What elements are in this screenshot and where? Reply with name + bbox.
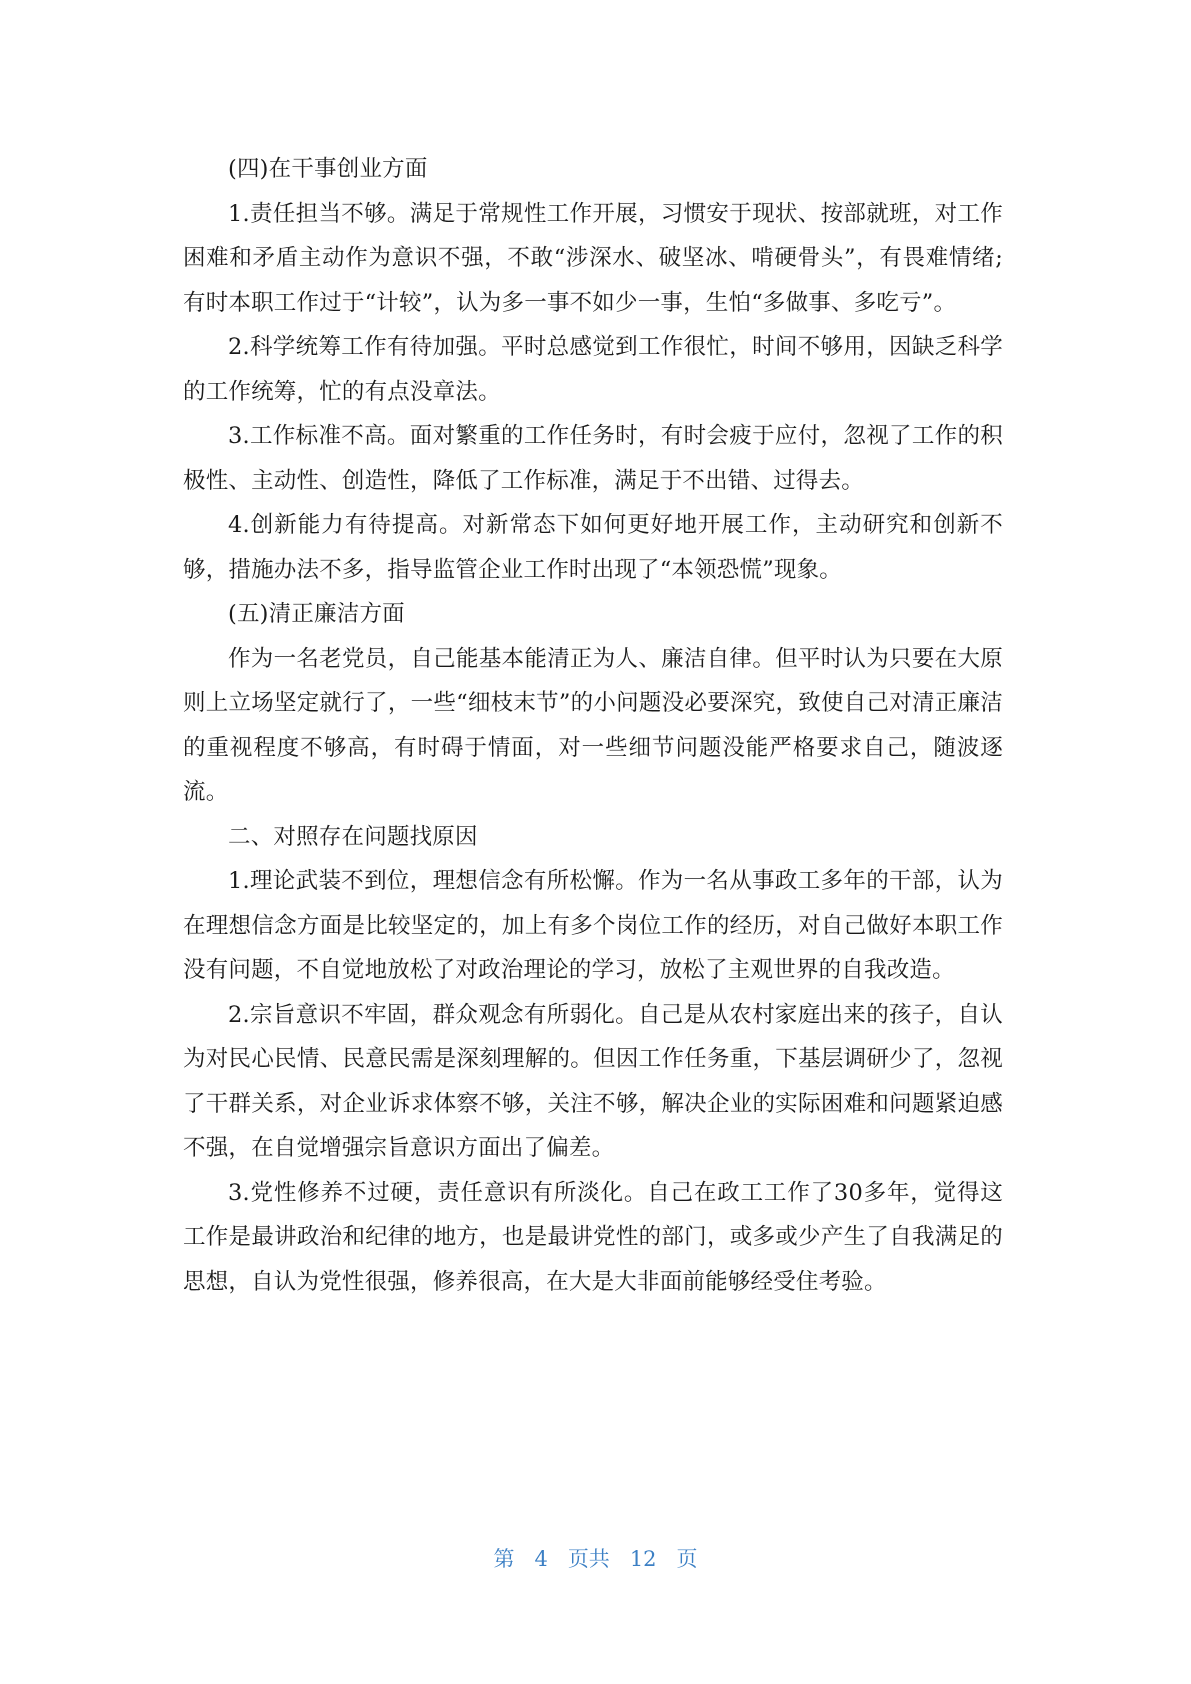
paragraph-work-standard: 3.工作标准不高。面对繁重的工作任务时，有时会疲于应付，忽视了工作的积极性、主动性、创造性，降低了工作标准，满足于不出错、过得去。 [183,423,1003,494]
paragraph-party-spirit: 3.党性修养不过硬，责任意识有所淡化。自己在政工工作了30多年，觉得这工作是最讲政治和纪律的地方，也是最讲党性的部门，或多或少产生了自我满足的思想，自认为党性很强，修养很高，在大是大非面前能够经受住考验。 [183,1179,1003,1295]
section-heading-four: (四)在干事创业方面 [228,156,428,182]
paragraph-integrity: 作为一名老党员，自己能基本能清正为人、廉洁自律。但平时认为只要在大原则上立场坚定就行了，一些“细枝末节”的小问题没必要深究，致使自己对清正廉洁的重视程度不够高，有时碍于情面，对一些细节问题没能严格要求自己，随波逐流。 [183,645,1003,805]
paragraph-theory: 1.理论武装不到位，理想信念有所松懈。作为一名从事政工多年的干部，认为在理想信念方面是比较坚定的，加上有多个岗位工作的经历，对自己做好本职工作没有问题，不自觉地放松了对政治理论的学习，放松了主观世界的自我改造。 [183,868,1003,983]
paragraph-innovation: 4.创新能力有待提高。对新常态下如何更好地开展工作，主动研究和创新不够，措施办法不多，指导监管企业工作时出现了“本领恐慌”现象。 [183,512,1003,583]
footer-suffix: 页 [676,1547,698,1571]
section-heading-five: (五)清正廉洁方面 [228,601,405,627]
footer-total-pages: 12 [629,1547,657,1571]
paragraph-responsibility: 1.责任担当不够。满足于常规性工作开展，习惯安于现状、按部就班，对工作困难和矛盾主动作为意识不强，不敢“涉深水、破坚冰、啃硬骨头”，有畏难情绪;有时本职工作过于“计较”，认为多一事不如少一事，生怕“多做事、多吃亏”。 [183,200,1003,316]
section-heading-two: 二、对照存在问题找原因 [228,823,478,850]
page-footer [0,1543,1191,1573]
paragraph-coordination: 2.科学统筹工作有待加强。平时总感觉到工作很忙，时间不够用，因缺乏科学的工作统筹，忙的有点没章法。 [183,334,1003,405]
footer-middle: 页共 [567,1547,610,1571]
footer-prefix: 第 [493,1547,515,1571]
paragraph-purpose: 2.宗旨意识不牢固，群众观念有所弱化。自己是从农村家庭出来的孩子，自认为对民心民情、民意民需是深刻理解的。但因工作任务重，下基层调研少了，忽视了干群关系，对企业诉求体察不够，关注不够，解决企业的实际困难和问题紧迫感不强，在自觉增强宗旨意识方面出了偏差。 [183,1001,1003,1161]
footer-current-page: 4 [534,1547,548,1571]
document-body [183,147,1003,1304]
